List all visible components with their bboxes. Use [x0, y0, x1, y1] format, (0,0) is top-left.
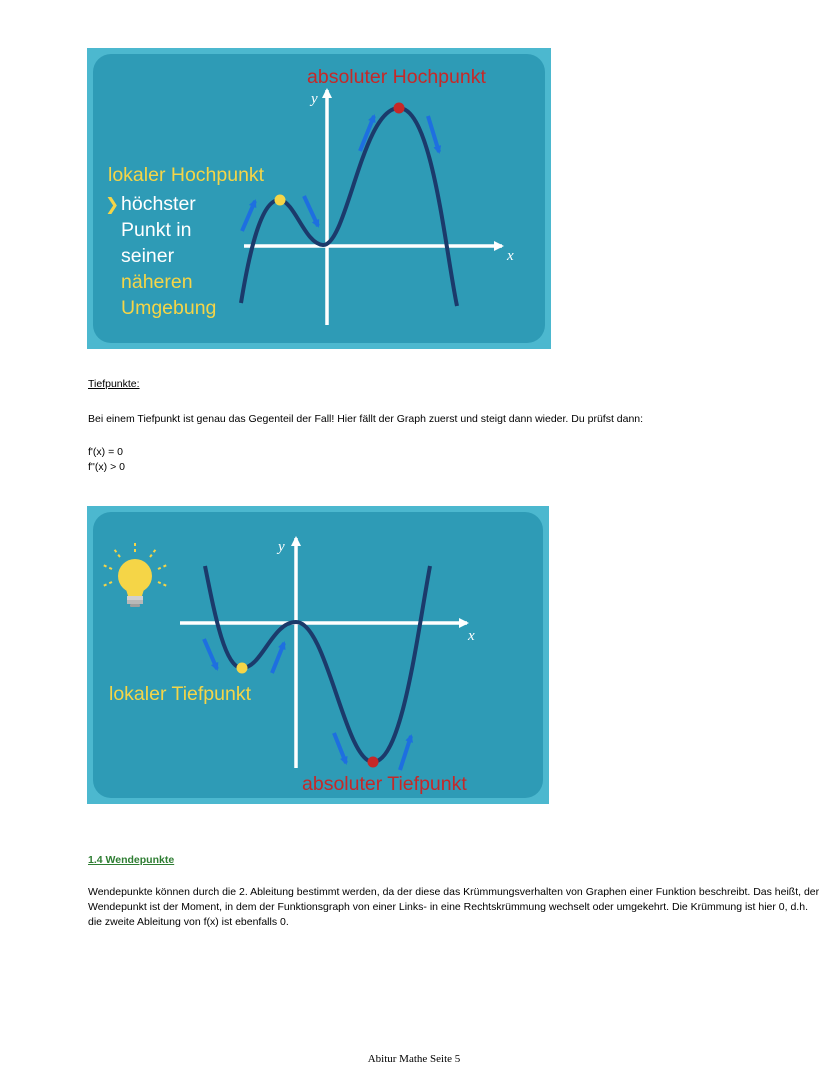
figure-panel	[93, 512, 543, 798]
absolute-minimum-label: absoluter Tiefpunkt	[302, 773, 467, 795]
local-minimum-label: lokaler Tiefpunkt	[109, 683, 251, 705]
description-line: seiner	[121, 245, 175, 267]
condition-second-derivative: f''(x) > 0	[88, 461, 125, 473]
minimum-illustration	[87, 506, 549, 804]
minimum-graph	[87, 506, 549, 804]
page-footer: Abitur Mathe Seite 5	[367, 1053, 461, 1065]
absolute-minimum-point	[368, 757, 379, 768]
x-axis-label: x	[507, 248, 514, 264]
absolute-maximum-label: absoluter Hochpunkt	[307, 66, 486, 88]
tiefpunkte-text: Bei einem Tiefpunkt ist genau das Gegenteil der Fall! Hier fällt der Graph zuerst und steigt dann wieder. Du prüfst dann:	[88, 413, 644, 425]
wendepunkte-heading: 1.4 Wendepunkte	[88, 854, 175, 866]
wendepunkte-text: Wendepunkte können durch die 2. Ableitung bestimmt werden, da der diese das Krümmungsverhalten von Graphen einer Funktion beschreibt. Das heißt, der Wendepunkt ist der Moment, in dem der Funktionsgraph von einer Links- in eine Rechtskrümmung wechselt oder umgekehrt. Die Krümmung ist hier 0, d.h. die zweite Ableitung von f(x) ist ebenfalls 0.	[88, 886, 820, 928]
description-line: näheren	[121, 271, 193, 293]
y-axis-label: y	[311, 91, 318, 107]
description-line: Umgebung	[121, 297, 217, 319]
description-line: höchster	[121, 193, 196, 215]
y-axis-label: y	[278, 539, 285, 555]
x-axis-label: x	[468, 628, 475, 644]
maximum-illustration	[87, 48, 551, 349]
local-maximum-point	[275, 195, 286, 206]
bullet-chevron-icon: ❯	[105, 195, 120, 214]
maximum-graph	[87, 48, 551, 349]
tiefpunkte-heading: Tiefpunkte:	[88, 378, 140, 390]
condition-first-derivative: f'(x) = 0	[88, 446, 123, 458]
local-minimum-point	[237, 663, 248, 674]
absolute-maximum-point	[394, 103, 405, 114]
description-line: Punkt in	[121, 219, 192, 241]
local-maximum-label: lokaler Hochpunkt	[108, 164, 265, 186]
